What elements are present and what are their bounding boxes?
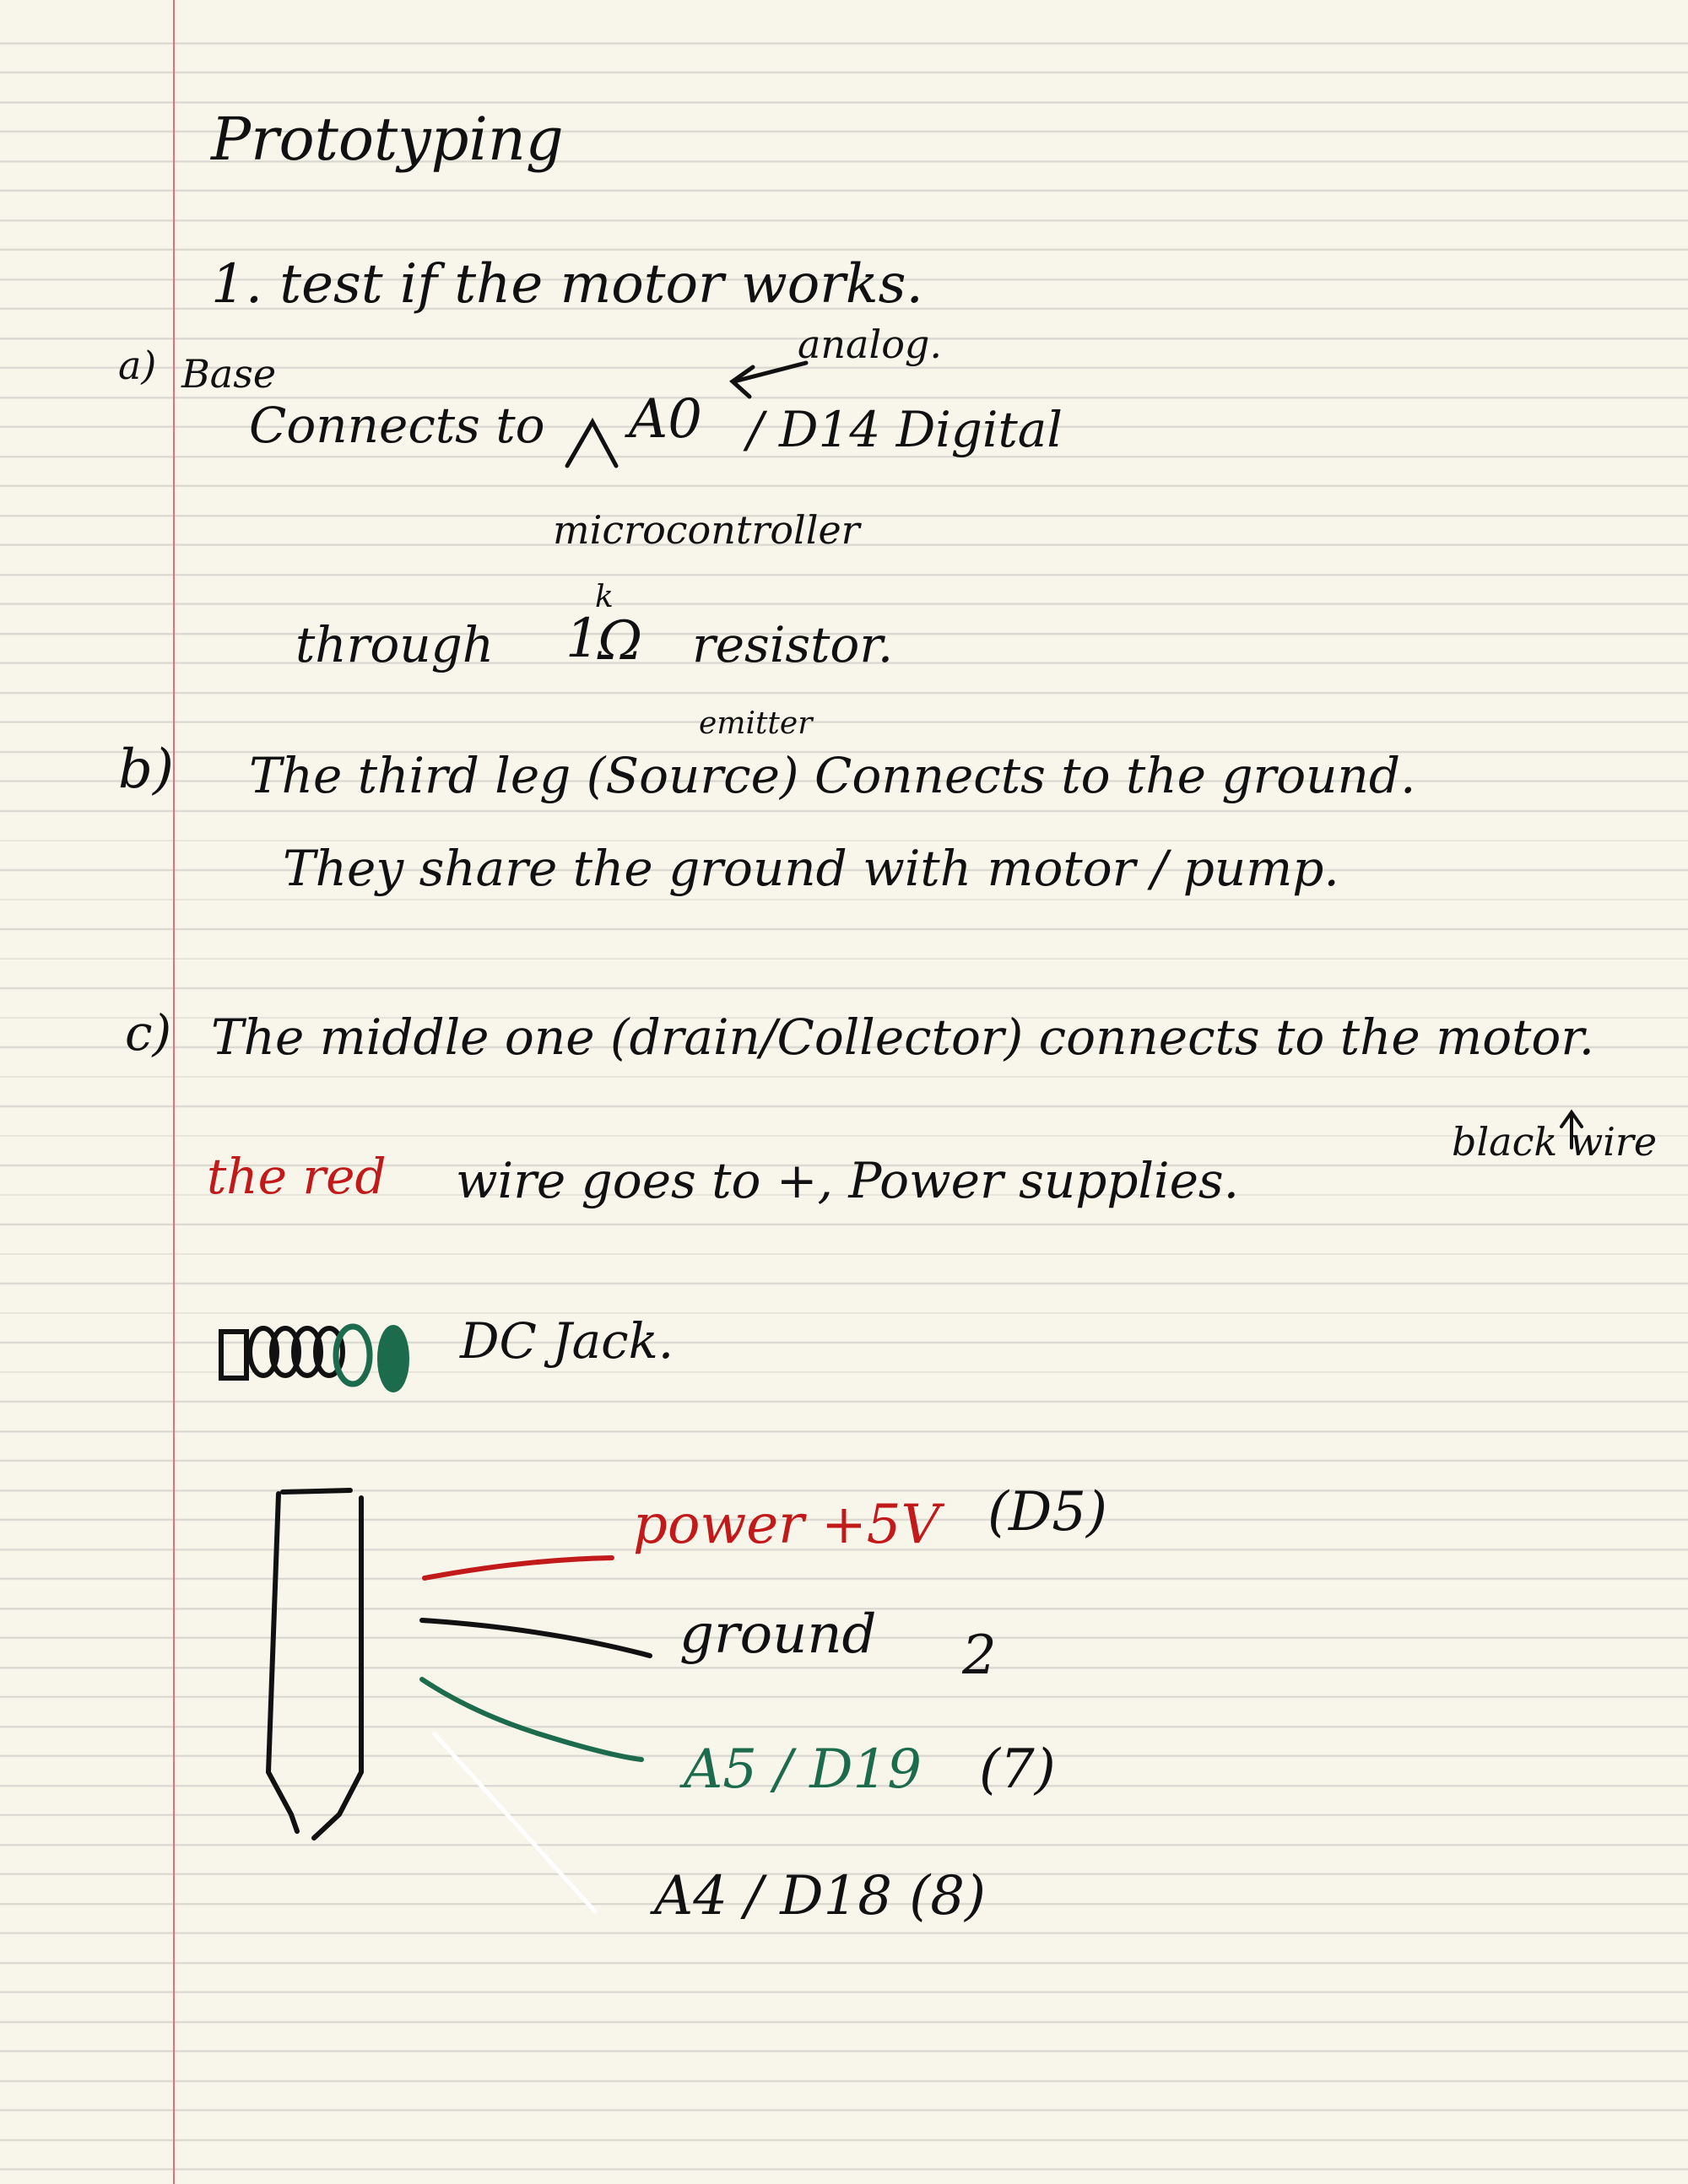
ground-pin-label: 2 (962, 1624, 997, 1687)
ground-label: ground (679, 1603, 877, 1666)
emitter-annotation: emitter (699, 706, 813, 741)
d14-digital-label: / D14 Digital (747, 401, 1063, 458)
microcontroller-label: microcontroller (553, 507, 860, 553)
base-label: Base (181, 351, 277, 397)
item-b-line-2: They share the ground with motor / pump. (283, 840, 1339, 897)
item-c-marker: c) (125, 1004, 172, 1062)
item-c-line-1: The middle one (drain/Collector) connects to the motor. (211, 1008, 1595, 1066)
ohm-symbol: Ω (598, 610, 643, 673)
black-wire-annotation: black wire (1452, 1119, 1658, 1165)
kilo-superscript: k (595, 580, 614, 614)
power-pin-label: (D5) (987, 1481, 1107, 1543)
connects-to-text: Connects to (249, 397, 545, 454)
item-b-marker: b) (118, 738, 174, 801)
jack-plug-body (221, 1332, 246, 1378)
probe-outline (268, 1490, 361, 1838)
through-text: through (295, 616, 495, 673)
page-title: Prototyping (211, 105, 564, 174)
a4-d18-label: A4 / D18 (8) (654, 1865, 986, 1927)
item-a-marker: a) (118, 343, 157, 388)
analog-arrow-head-icon (733, 367, 753, 397)
power-5v-label: power +5V (633, 1494, 940, 1556)
resistor-text: resistor. (692, 616, 894, 673)
a0-label: A0 (629, 388, 702, 451)
red-power-wire (425, 1558, 612, 1578)
red-wire-text: the red (207, 1148, 387, 1205)
insert-caret-icon (567, 422, 616, 466)
analog-label: analog. (798, 322, 942, 367)
black-ground-wire (422, 1620, 650, 1656)
item-c-line-2: wire goes to +, Power supplies. (456, 1152, 1240, 1209)
jack-tip-green (379, 1327, 408, 1391)
dc-jack-drawing (221, 1327, 408, 1391)
white-signal-wire (435, 1734, 595, 1911)
a5-d19-label: A5 / D19 (684, 1738, 922, 1801)
item-b-line-1: The third leg (Source) Connects to the ground. (249, 747, 1416, 804)
green-signal-wire (422, 1679, 641, 1760)
step-1-heading: 1. test if the motor works. (211, 253, 923, 316)
a5-pin-label: (7) (979, 1738, 1056, 1801)
resistance-one: 1 (565, 608, 600, 670)
dc-jack-label: DC Jack. (460, 1312, 674, 1370)
